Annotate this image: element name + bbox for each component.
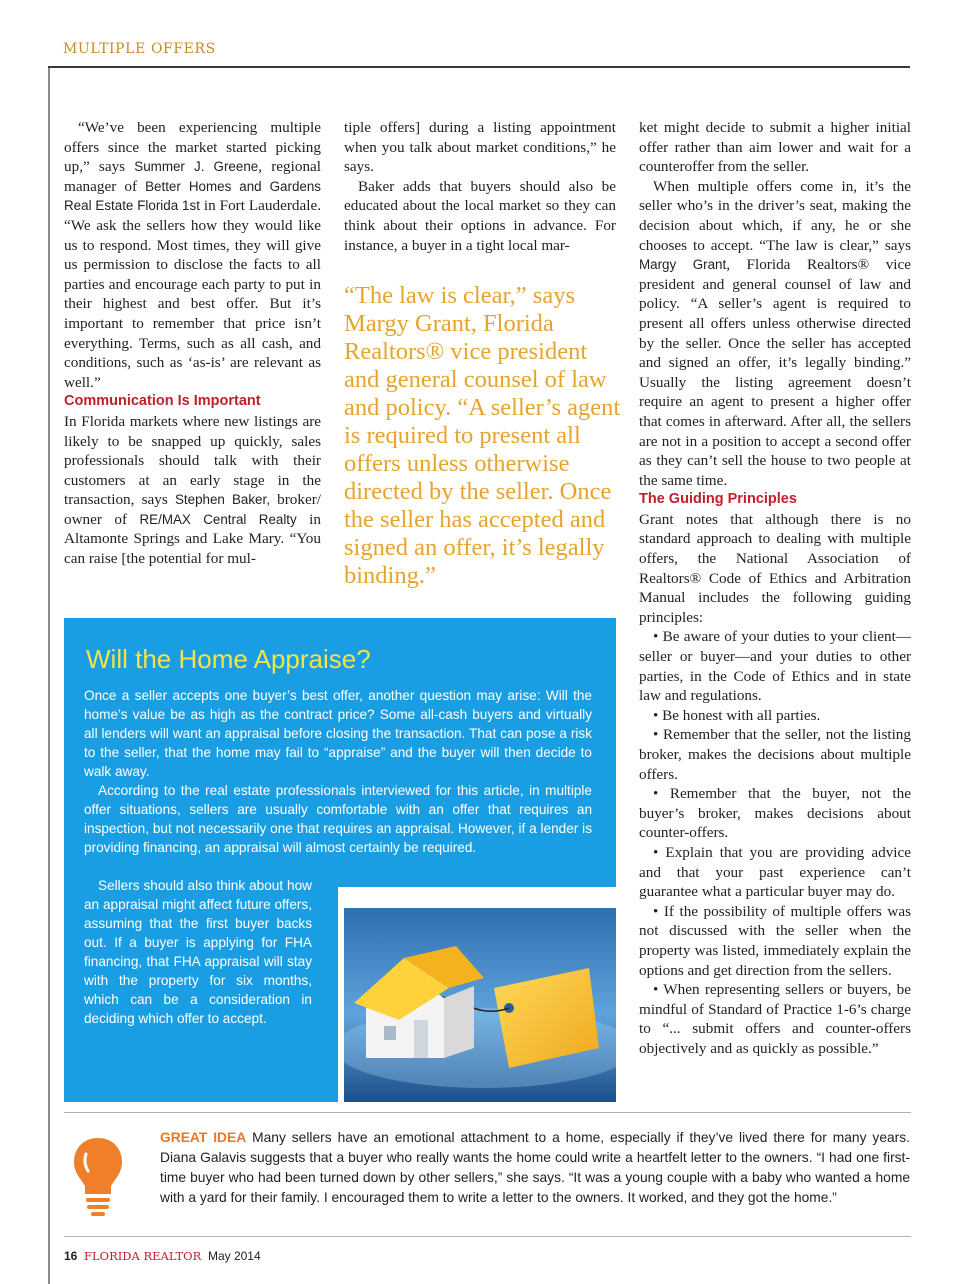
text: When multiple offers come in, it’s the seller who’s in the driver’s seat, making the decision about which, if any, he or she chooses to accept. “The law is clear,” says	[639, 177, 911, 254]
tip-rule-top	[64, 1112, 911, 1113]
left-rule	[48, 66, 50, 1284]
top-rule	[48, 66, 910, 68]
paragraph: ket might decide to submit a higher initial offer rather than aim lower and wait for a counteroffer from the seller.	[639, 119, 911, 176]
paragraph: Grant notes that although there is no standard approach to dealing with multiple offers, the National Association of Realtors® Code of Ethics and Arbitration Manual includes the following guiding principles:	[639, 510, 911, 626]
magazine-name: FLORIDA REALTOR	[84, 1249, 202, 1263]
paragraph: tiple offers] during a listing appointment when you talk about market conditions,” he says.	[344, 119, 616, 176]
text: In Florida markets where new listings are likely to be snapped up quickly, sales professionals should talk with their customers at an early stage in the transaction, says	[64, 412, 321, 509]
bullet-item: • Be aware of your duties to your client—seller or buyer—and your duties to other parties, in the Code of Ethics and in state law and regulations.	[639, 628, 911, 705]
paragraph	[64, 412, 321, 569]
house-window	[384, 1026, 396, 1040]
lightbulb-icon	[72, 1136, 124, 1218]
company-name: RE/MAX Central Realty	[139, 511, 297, 527]
tip-rule-bottom	[64, 1236, 911, 1237]
great-idea-tip	[160, 1128, 910, 1208]
bullet-item: • When representing sellers or buyers, be mindful of Standard of Practice 1-6’s charge to “... submit offers and counter-offers objectively and as quickly as possible.”	[639, 981, 911, 1057]
sidebar-title: Will the Home Appraise?	[86, 644, 371, 674]
page-footer	[64, 1249, 261, 1263]
paragraph: Once a seller accepts one buyer’s best offer, another question may arise: Will the home’s value be as high as the contract price? Some all-cash buyers and virtually all lenders will want an appraisal before closing the transaction. That can pose a risk to the seller, that the home may fail to “appraise” and the buyer will then decide to walk away.	[84, 688, 592, 779]
pull-quote: “The law is clear,” says Margy Grant, Florida Realtors® vice president and general counsel of law and policy. “A seller’s agent is required to present all offers unless otherwise directed by the seller. Once the seller has accepted and signed an offer, it’s legally binding.”	[344, 282, 621, 589]
sidebar-text	[84, 686, 592, 857]
bullet-item: • Remember that the seller, not the listing broker, makes the decisions about multiple offers.	[639, 726, 911, 783]
bullet-item: • Be honest with all parties.	[653, 706, 821, 724]
text: , regional manager of	[64, 158, 321, 195]
person-name: Summer J. Greene	[134, 159, 259, 175]
text: broker/ owner of	[64, 491, 321, 528]
tip-text: Many sellers have an emotional attachment to a home, especially if they’ve lived there for many years. Diana Galavis suggests that a buyer who really wants the home could write a heartfelt letter to the owners. “I had one first-time buyer who had been turned down by other sellers,” she says. “It was a young couple with a baby who wanted a home with a yard for their family. I encouraged them to write a letter to the owners. It worked, and they got the home.”	[160, 1130, 910, 1205]
house-side	[444, 986, 474, 1058]
column-2	[344, 118, 616, 255]
bullet-item: • Explain that you are providing advice and that your past experience can’t guarantee what a particular buyer may do.	[639, 843, 911, 901]
sidebar-text-narrow	[84, 876, 312, 1028]
bullet-item: • If the possibility of multiple offers was not discussed with the seller when the property was listed, immediately explain the options and get direction from the sellers.	[639, 902, 911, 979]
column-3	[639, 118, 911, 1059]
paragraph: Sellers should also think about how an appraisal might affect future offers, assuming that the first buyer backs out. If a buyer is applying for FHA financing, that FHA appraisal will stay with the property for six months, which can be a consideration in deciding which offer to accept.	[84, 878, 312, 1026]
page-number: 16	[64, 1249, 78, 1263]
column-1	[64, 118, 321, 569]
paragraph	[639, 177, 911, 491]
text: , Florida Realtors® vice president and general counsel of law and policy. “A seller’s agent is required to present all offers unless otherwise directed by the seller. Once the seller has accepted and signed an offer, it’s legally binding.” Usually the listing agreement doesn’t require an agent to present a higher offer that comes in afterward. After all, the sellers are not in a position to accept a second offer as they can’t sell the house to two people at the same time.	[639, 256, 911, 489]
subheading: Communication Is Important	[64, 393, 261, 410]
paragraph	[64, 118, 321, 392]
issue-date: May 2014	[207, 1249, 261, 1263]
person-name: Margy Grant	[639, 257, 727, 273]
person-name: Stephen Baker,	[174, 492, 270, 508]
company-name: Better Homes and Gardens Real Estate Florida 1st	[64, 178, 321, 214]
subheading: The Guiding Principles	[639, 491, 797, 508]
section-label: MULTIPLE OFFERS	[63, 41, 216, 57]
house-door	[414, 1020, 428, 1058]
text: in Altamonte Springs and Lake Mary. “You can raise [the potential for mul-	[64, 510, 321, 568]
text: “We’ve been experiencing multiple offers since the market started picking up,” says	[64, 119, 321, 176]
house-key-photo	[344, 908, 616, 1102]
paragraph: Baker adds that buyers should also be educated about the local market so they can think about their options in advance. For instance, a buyer in a tight local mar-	[344, 177, 616, 254]
bullet-item: • Remember that the buyer, not the buyer’s broker, makes decisions about counter-offers.	[639, 785, 911, 842]
text: in Fort Lauderdale. “We ask the sellers how they would like us to respond. Most times, they will give us permission to disclose the facts to all parties and encourage each party to put in their highest and best offer. But it’s important to remember that price isn’t everything. Terms, such as all cash, and conditions, such as ‘as-is’ are relevant as well.”	[64, 197, 321, 391]
tip-label: GREAT IDEA	[160, 1130, 247, 1145]
paragraph: According to the real estate professionals interviewed for this article, in multiple offer situations, sellers are usually comfortable with an offer that requires an inspection, but not necessarily one that requires an appraisal. However, if a lender is providing financing, an appraisal will almost certainly be required.	[84, 783, 592, 855]
